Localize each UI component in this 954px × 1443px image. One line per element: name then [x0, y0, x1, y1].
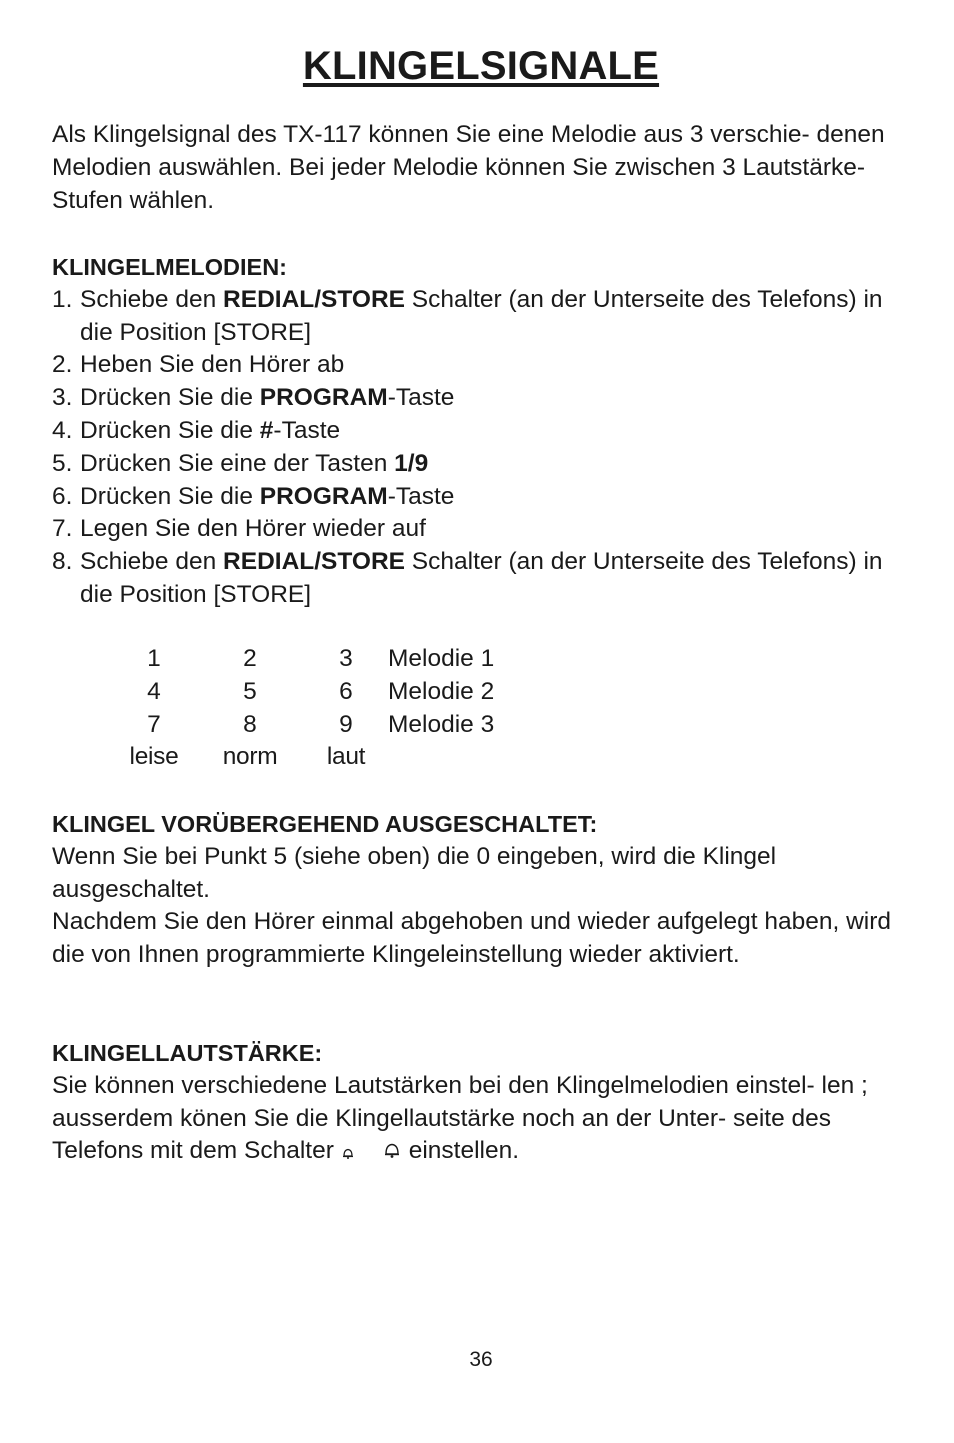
step-number: 1. [52, 285, 73, 313]
melodies-section [52, 251, 912, 612]
list-item: 5. Drücken Sie eine der Tasten 1/9 [52, 448, 912, 481]
ringer-off-section [52, 808, 912, 972]
ringer-off-text-2: Nachdem Sie den Hörer einmal abgehoben und wieder aufgelegt haben, wird die von Ihnen programmierte Klingeleinstellung wieder aktiviert. [52, 908, 891, 969]
ringer-volume-section [52, 1037, 912, 1168]
list-item: 8. Schiebe den REDIAL/STORE Schalter (an der Unterseite des Telefons) in die Position [STORE] [52, 548, 883, 608]
ringer-off-text-1: Wenn Sie bei Punkt 5 (siehe oben) die 0 eingeben, wird die Klingel ausgeschaltet. [52, 842, 777, 903]
intro-paragraph: Als Klingelsignal des TX-117 können Sie eine Melodie aus 3 verschie- denen Melodien auswählen. Bei jeder Melodie können Sie zwischen 3 Lautstärke-Stufen wählen. [52, 121, 885, 214]
list-item: 2. Heben Sie den Hörer ab [52, 349, 912, 382]
page-title: KLINGELSIGNALE [302, 44, 660, 88]
step-number: 7. [52, 515, 73, 543]
volume-label-high: laut [326, 743, 366, 771]
bell-small-icon [341, 1146, 355, 1160]
melodies-heading: KLINGELMELODIEN: [52, 254, 287, 280]
list-item: 7. Legen Sie den Hörer wieder auf [52, 513, 912, 546]
list-item: 6. Drücken Sie die PROGRAM-Taste [52, 481, 912, 514]
ringer-volume-heading: KLINGELLAUTSTÄRKE: [52, 1040, 323, 1066]
ringer-volume-text: Sie können verschiedene Lautstärken bei den Klingelmelodien einstel- len ; ausserdem könen Sie die Klingellautstärke noch an der Unter- seite des Telefons mit dem Schalter einstellen. [52, 1071, 868, 1165]
list-item: 3. Drücken Sie die PROGRAM-Taste [52, 382, 912, 415]
list-item: 1. Schiebe den REDIAL/STORE Schalter (an der Unterseite des Telefons) in die Position [STORE] [52, 285, 883, 346]
step-number: 8. [52, 548, 73, 576]
step-number: 3. [52, 384, 73, 412]
step-number: 5. [52, 449, 73, 477]
step-number: 2. [52, 351, 73, 379]
page-number: 36 [469, 1348, 493, 1371]
melodies-steps-list [52, 284, 912, 612]
list-item: 4. Drücken Sie die #-Taste [52, 415, 912, 448]
step-number: 6. [52, 482, 73, 510]
volume-label-low: leise [129, 743, 179, 771]
bell-large-icon [382, 1140, 402, 1160]
volume-label-normal: norm [222, 743, 278, 771]
step-number: 4. [52, 416, 73, 444]
ringer-off-heading: KLINGEL VORÜBERGEHEND AUSGESCHALTET: [52, 811, 598, 837]
